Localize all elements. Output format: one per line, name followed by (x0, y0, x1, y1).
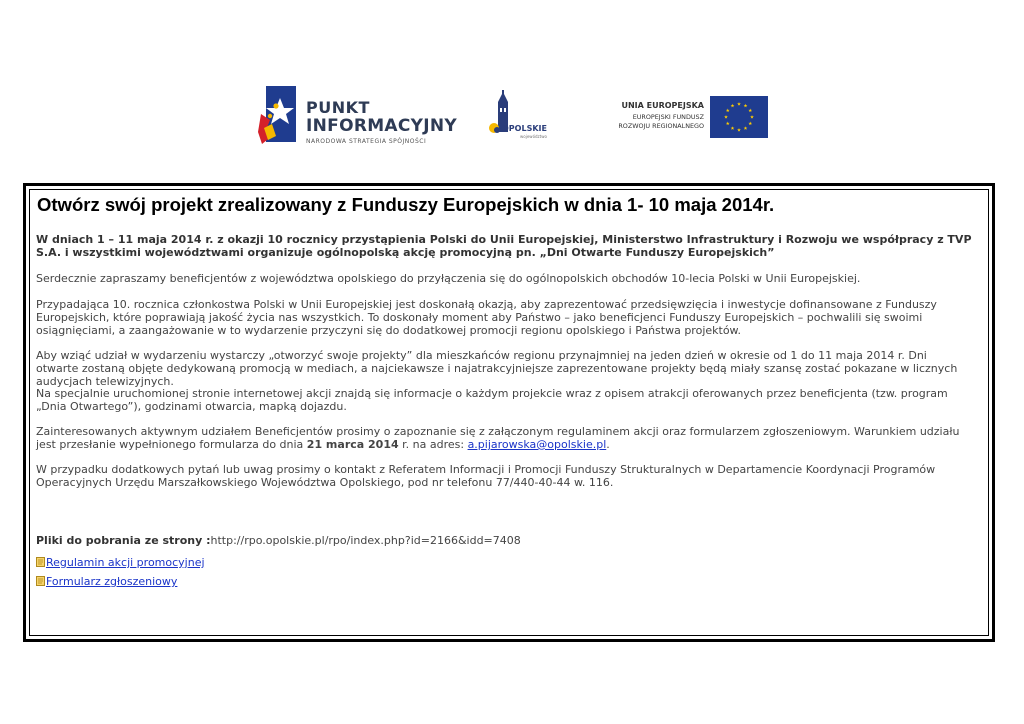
article-inner-border (29, 189, 989, 636)
registration-text-middle: r. na adres: (398, 438, 468, 451)
paragraph-participation: Aby wziąć udział w wydarzeniu wystarczy „otworzyć swoje projekty” dla mieszkańców regionu przynajmniej na jeden dzień w okresie od 1 do 11 maja 2014 r. Dni otwarte zostaną objęte dedykowaną promocją w mediach, a najciekawsze i najatrakcyjniejsze zaprezentowane projekty będą miały szansę zostać pokazane w licznych audycjach telewizyjnych. (36, 349, 958, 388)
downloads-label: Pliki do pobrania ze strony : (36, 534, 211, 547)
opolskie-logo (484, 90, 556, 146)
registration-deadline: 21 marca 2014 (306, 438, 399, 451)
document-icon (36, 576, 45, 586)
file-item-regulamin[interactable] (36, 556, 205, 569)
eu-logo-line3: ROZWOJU REGIONALNEGO (618, 122, 704, 130)
article-headline: Otwórz swój projekt zrealizowany z Funduszy Europejskich w dnia 1- 10 maja 2014r. (37, 194, 775, 215)
eu-flag-icon (710, 96, 768, 138)
contact-email-link[interactable]: a.pijarowska@opolskie.pl (467, 438, 607, 451)
punkt-logo-line3: NARODOWA STRATEGIA SPÓJNOŚCI (306, 138, 427, 145)
downloads-line (36, 534, 972, 547)
opolskie-logo-subtext: województwo (520, 134, 547, 139)
punkt-logo-line1: PUNKT (306, 98, 370, 117)
downloads-url: http://rpo.opolskie.pl/rpo/index.php?id=2166&idd=7408 (210, 534, 521, 547)
eu-logo-line1: UNIA EUROPEJSKA (621, 101, 704, 110)
punkt-logo-line2: INFORMACYJNY (306, 116, 458, 136)
paragraph-anniversary: Przypadająca 10. rocznica członkostwa Polski w Unii Europejskiej jest doskonałą okazją, aby zaprezentować przedsięwzięcia i inwestycje dofinansowane z Funduszy Europejskich, które poprawiają jakość życia nas wszystkich. To doskonały moment aby Państwo – jako beneficjenci Funduszy Europejskich – pochwalili się swoimi osiągnięciami, a zaangażowanie w to wydarzenie przyczyni się do dodatkowej promocji regionu opolskiego i Państwa projektów. (36, 298, 937, 337)
paragraph-website: Na specjalnie uruchomionej stronie internetowej akcji znajdą się informacje o każdym projekcie wraz z opisem atrakcji oferowanych przez beneficjenta (tzw. program „Dnia Otwartego”), godzinami otwarcia, mapką dojazdu. (36, 387, 948, 413)
document-icon (36, 557, 45, 567)
formularz-link[interactable]: Formularz zgłoszeniowy (46, 575, 178, 588)
file-item-formularz[interactable] (36, 575, 177, 588)
punkt-informacyjny-flag-icon (258, 84, 302, 150)
logo-strip (0, 0, 1024, 180)
registration-text-end: . (606, 438, 610, 451)
regulamin-link[interactable]: Regulamin akcji promocyjnej (46, 556, 205, 569)
opolskie-logo-text: OPOLSKIE (502, 124, 547, 133)
registration-text: Zainteresowanych aktywnym udziałem Beneficjentów prosimy o zapoznanie się z załączonym regulaminem akcji oraz formularzem zgłoszeniowym. Warunkiem udziału jest przesłanie wypełnionego formularza do dnia (36, 425, 960, 451)
paragraph-invitation: Serdecznie zapraszamy beneficjentów z województwa opolskiego do przyłączenia się do ogólnopolskich obchodów 10-lecia Polski w Unii Europejskiej. (36, 272, 861, 285)
punkt-informacyjny-logo (258, 84, 458, 152)
paragraph-registration (36, 425, 972, 451)
eu-logo (604, 96, 774, 144)
paragraph-contact: W przypadku dodatkowych pytań lub uwag prosimy o kontakt z Referatem Informacji i Promocji Funduszy Strukturalnych w Departamencie Koordynacji Programów Operacyjnych Urzędu Marszałkowskiego Województwa Opolskiego, pod nr telefonu 77/440-40-44 w. 116. (36, 463, 936, 489)
article-intro: W dniach 1 – 11 maja 2014 r. z okazji 10 rocznicy przystąpienia Polski do Unii Europejskiej, Ministerstwo Infrastruktury i Rozwoju we współpracy z TVP S.A. i wszystkimi województwami organizuje ogólnopolską akcję promocyjną pn. „Dni Otwarte Funduszy Europejskich” (36, 233, 972, 259)
article-frame (23, 183, 995, 642)
eu-logo-line2: EUROPEJSKI FUNDUSZ (632, 113, 704, 121)
